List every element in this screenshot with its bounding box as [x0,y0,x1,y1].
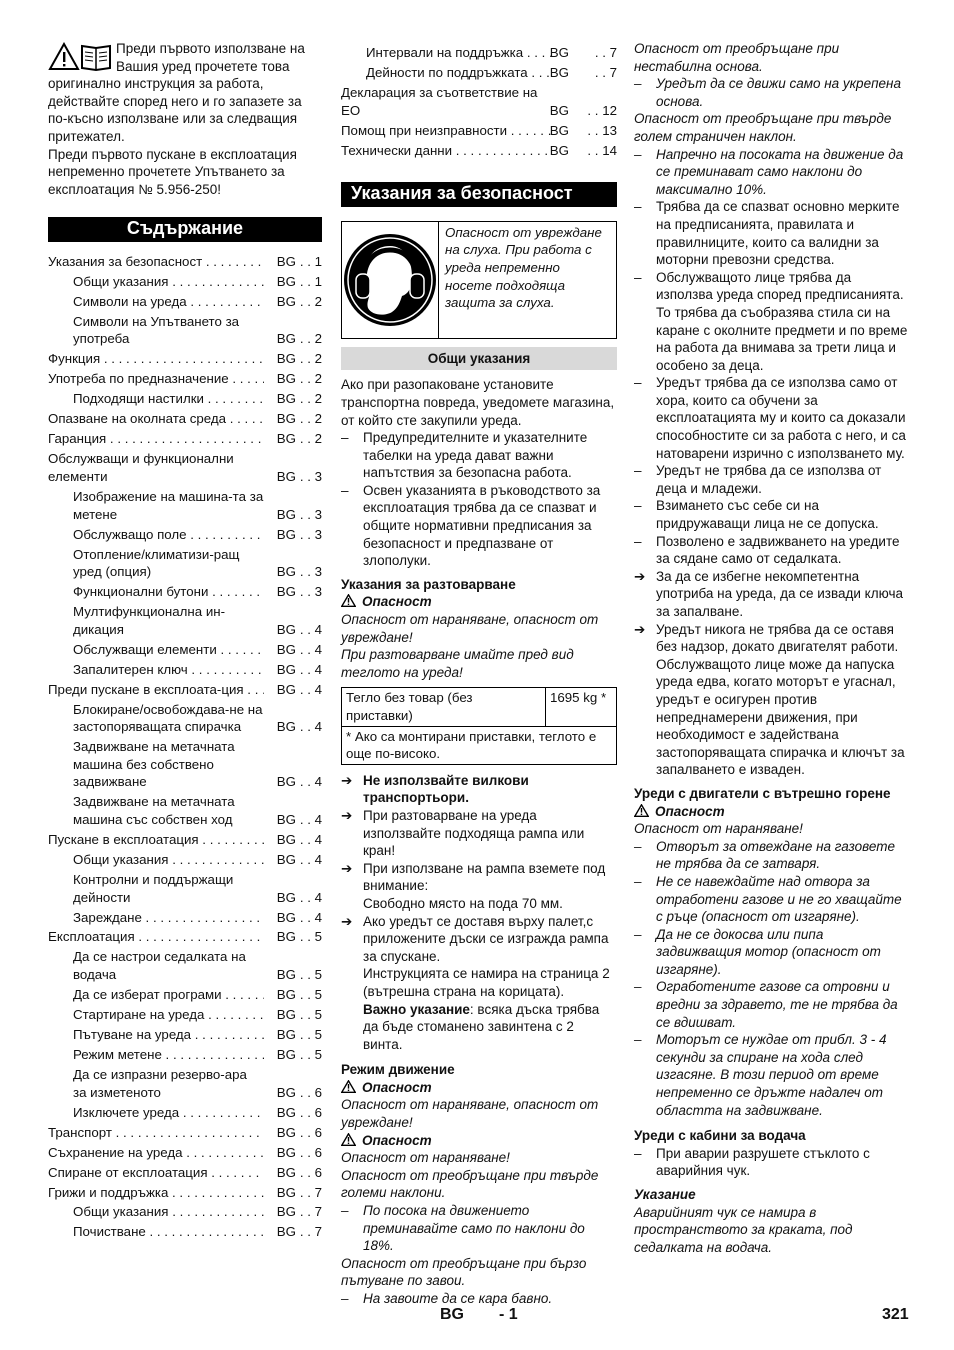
note-text: Аварийният чук се намира в пространството за краката, под седалката на водача. [634,1204,853,1255]
general-notes-heading: Общи указания [341,347,617,371]
weight-table [341,687,617,764]
toc-entry-lang: BG [549,142,569,158]
toc-entry-page: . . 2 [299,331,322,347]
toc-entry-label: Почистване . . . [73,1223,264,1241]
arrow-icon: ➔ [634,568,646,584]
unloading-heading: Указания за разтоварване [341,576,516,592]
toc-entry-lang: BG [276,1184,296,1200]
toc-entry[interactable] [48,738,322,791]
toc-entry-lang: BG [276,293,296,309]
toc-entry[interactable] [341,64,617,82]
toc-entry-page: . . 7 [594,64,617,80]
toc-entry-page: . . 5 [299,929,322,945]
toc-entry-lang: BG [276,681,296,697]
tipping-warning-1: Опасност от преобръщане при нестабилна основа. [634,41,840,74]
toc-entry[interactable] [48,526,322,544]
toc-entry-page: . . 12 [587,102,617,118]
toc-entry[interactable] [48,1223,322,1241]
list-item: – По посока на движението преминавайте само по наклони до 18%. [341,1202,617,1255]
toc-entry-lang: BG [276,468,296,484]
toc-entry-label: Общи указания . . . [73,1203,264,1221]
list-item: – При аварии разрушете стъклото с аварийния чук. [634,1145,910,1180]
toc-entry[interactable] [48,661,322,679]
toc-entry-page: . . 7 [299,1224,322,1240]
list-item: – Трябва да се спазват основно мерките на предписанията, правилата и правилниците, които са валидни за моторни превозни средства. [634,198,910,268]
list-item: – Да не се докосва или пипа задвижващия мотор (опасност от изгаряне). [634,926,910,979]
toc-entry[interactable] [48,253,322,271]
toc-entry-lang: BG [276,1144,296,1160]
toc-entry-label: Пътуване на уреда . . . [73,1026,264,1044]
toc-entry-lang: BG [276,1224,296,1240]
toc-entry-lang: BG [276,411,296,427]
toc-entry-label: Указания за безопасност . . . [48,253,264,271]
list-item: – Отворът за отвеждане на газовете не трябва да се затваря. [634,838,910,873]
warning-triangle-icon [634,804,649,817]
toc-entry-label: Да се изпразни резерво-ара за изметеното [73,1066,247,1100]
toc-entry-lang: BG [276,831,296,847]
toc-entry-page: . . 6 [299,1144,322,1160]
toc-entry-lang: BG [276,774,296,790]
arrow-icon: ➔ [634,621,646,637]
table-of-contents-continued [341,44,617,159]
toc-entry-label: Съхранение на уреда . . . [48,1144,264,1162]
toc-entry-page: . . 4 [299,719,322,735]
toc-entry-lang: BG [276,909,296,925]
toc-entry[interactable] [48,851,322,869]
toc-entry[interactable] [48,350,322,368]
toc-entry-page: . . 4 [299,774,322,790]
cab-heading: Уреди с кабини за водача [634,1128,806,1144]
safety-title: Указания за безопасност [341,182,617,207]
toc-entry-lang: BG [276,584,296,600]
toc-entry-label: Зареждане . . . [73,909,264,927]
toc-entry[interactable] [48,488,322,523]
toc-entry-page: . . 7 [594,45,617,60]
footer-page-local: - 1 [499,1306,518,1323]
arrow-icon: ➔ [341,913,353,929]
toc-entry[interactable] [48,450,322,485]
toc-entry[interactable] [48,313,322,348]
toc-entry[interactable] [48,641,322,659]
toc-entry-lang: BG [276,889,296,905]
toc-entry-page: . . 4 [299,909,322,925]
toc-entry-page: . . 7 [299,1204,322,1220]
intro-text-1: Преди първото използване на Вашия уред прочетете това оригинално инструкция за работа, действайте според него и го запазете за по-късно използване или за следващия притежател. [48,41,305,144]
column-middle [341,40,617,1308]
general-paragraph: Ако при разопаковане установите транспортна повреда, уведомете магазина, от който сте закупили уреда. [341,377,615,428]
toc-entry-page: . . 2 [299,371,322,387]
driving-warning-4: Опасност от преобръщане при бързо пътуване по завои. [341,1255,587,1289]
toc-entry[interactable] [48,793,322,828]
danger-label: Опасност [341,1079,617,1097]
toc-entry-label: Пускане в експлоатация . . . [48,831,264,849]
toc-entry[interactable] [48,546,322,581]
toc-entry-page: . . 14 [587,142,617,158]
toc-entry[interactable] [48,1124,322,1142]
toc-entry[interactable] [48,1046,322,1064]
toc-entry-lang: BG [549,102,569,118]
toc-entry-label: Експлоатация . . . [48,928,264,946]
toc-entry-label: Задвижване на метачната машина със собствен ход [73,794,235,827]
toc-entry-lang: BG [276,506,296,522]
toc-entry-lang: BG [276,564,296,580]
toc-entry-page: . . 7 [299,1184,322,1200]
toc-entry[interactable] [48,909,322,927]
weight-note: * Ако са монтирани приставки, теглото е още по-високо. [342,726,617,764]
toc-entry-label: Да се изберат програми . . . [73,986,264,1004]
toc-entry[interactable] [48,583,322,601]
toc-entry-page: . . 2 [299,411,322,427]
toc-entry-page: . . 5 [299,1047,322,1062]
toc-entry-label: Дейности по поддръжката . . . [366,64,551,82]
toc-entry-label: Блокиране/освобождава-не на застопоряващата спирачка [73,701,263,735]
toc-entry-page: . . 4 [299,851,322,867]
warning-manual-icon [48,42,112,72]
toc-entry-page: . . 3 [299,526,322,542]
toc-entry[interactable] [48,928,322,946]
arrow-icon: ➔ [341,860,353,876]
list-item: ➔ Ако уредът се доставя върху палет,с приложените дъски се изгражда рампа за спускане. Инструкцията се намира на страница 2 (вътрешна страна на корицата). Важно указание: всяка дъска трябва да бъде стоманено завинтена с 2 винта. [341,913,610,1052]
toc-entry-label: Мултифункционална ин-дикация [73,604,226,637]
toc-entry[interactable] [48,273,322,291]
toc-entry[interactable] [341,84,617,119]
toc-entry-label: Интервали на поддръжка . . . [366,44,551,62]
engine-heading: Уреди с двигатели с вътрешно горене [634,785,891,801]
toc-entry[interactable] [48,293,322,311]
toc-entry[interactable] [48,1006,322,1024]
toc-entry-lang: BG [276,331,296,347]
toc-entry-lang: BG [276,719,296,735]
toc-entry[interactable] [341,44,617,62]
toc-entry-lang: BG [276,967,296,983]
toc-entry-lang: BG [276,1124,296,1140]
toc-entry-lang: BG [276,987,296,1003]
warning-triangle-icon [341,1133,356,1146]
toc-entry-lang: BG [276,1007,296,1023]
list-item: – Обслужващото лице трябва да използва уреда според предписанията. То трябва да съобразява стила си на каране с околните предмети и по време на работа да внимава за трети лица и особено за деца. [634,269,910,375]
toc-entry-label: Помощ при неизправности . . . [341,122,551,140]
toc-entry-label: Да се настрои седалката на водача [73,949,246,983]
toc-entry[interactable] [48,390,322,408]
toc-entry[interactable] [48,603,322,638]
toc-entry-lang: BG [276,1104,296,1120]
toc-entry-label: Грижи и поддръжка . . . [48,1184,264,1202]
toc-entry-lang: BG [549,45,569,60]
toc-entry-page: . . 5 [299,1027,322,1043]
toc-entry-page: . . 4 [299,641,322,657]
hearing-warning-box [341,221,617,339]
driving-warning-3: Опасност от преобръщане при твърде големи наклони. [341,1167,599,1201]
toc-entry-label: Задвижване на метачната машина без собствено задвижване [73,739,235,790]
warning-triangle-icon [341,594,356,607]
toc-entry[interactable] [48,370,322,388]
toc-entry[interactable] [48,430,322,448]
driving-warning-2: Опасност от нараняване! [341,1150,510,1166]
list-item: ➔ При разтоварване на уреда използвайте подходяща рампа или кран! [341,807,585,859]
toc-entry-label: Символи на Упътването за употреба [73,313,240,347]
toc-entry-page: . . 6 [299,1124,322,1140]
toc-entry[interactable] [48,1144,322,1162]
column-right [634,40,910,1256]
list-item: – На завоите да се кара бавно. [341,1290,617,1308]
toc-entry[interactable] [48,1184,322,1202]
table-of-contents [48,253,322,1241]
toc-entry-label: Изключете уреда . . . [73,1104,264,1122]
list-item: – Предупредителните и указателните табелки на уреда дават важни напътствия за безопасна работа. [341,429,617,482]
footer-lang: BG [440,1306,464,1323]
toc-entry-lang: BG [276,1084,296,1100]
toc-title: Съдържание [48,217,322,242]
toc-entry-lang: BG [276,1164,296,1180]
toc-entry-label: Контролни и поддържащи дейности [73,871,234,905]
toc-entry-lang: BG [549,64,569,80]
toc-entry-page: . . 4 [299,889,322,905]
warning-triangle-icon [341,1080,356,1093]
danger-label: Опасност [634,803,910,821]
toc-entry-label: Гаранция . . . [48,430,264,448]
toc-entry[interactable] [341,122,617,140]
toc-entry-label: Отопление/климатизи-ращ уред (опция) [73,546,240,580]
toc-entry-lang: BG [276,391,296,407]
list-item: – Напречно на посоката на движение да се преминават само наклони до максимално 10%. [634,146,910,199]
toc-entry-lang: BG [276,273,296,289]
toc-entry[interactable] [341,142,617,160]
toc-entry-page: . . 2 [299,431,322,447]
toc-entry[interactable] [48,1104,322,1122]
toc-entry-label: Технически данни . . . [341,142,551,160]
ear-protection-icon [342,222,439,338]
list-item: – Уредът трябва да се използва само от хора, които са обучени за експлоатацията му и които са доказали способностите си за работа с него, и са натоварени изрично с използването му. [634,374,910,462]
toc-entry-page: . . 4 [299,621,322,637]
toc-entry-lang: BG [276,1047,296,1062]
toc-entry-label: Стартиране на уреда . . . [73,1006,264,1024]
toc-entry-lang: BG [276,661,296,677]
toc-entry-lang: BG [276,811,296,827]
toc-entry-label: Обслужващо поле . . . [73,526,264,544]
toc-entry-lang: BG [276,253,296,269]
toc-entry-lang: BG [276,371,296,387]
list-item: ➔ Не използвайте вилкови транспортьори. [341,772,529,806]
toc-entry-page: . . 1 [299,253,322,269]
weight-label: Тегло без товар (без приставки) [342,688,546,726]
driving-heading: Режим движение [341,1062,455,1078]
toc-entry-page: . . 3 [299,468,322,484]
list-item: ➔ Уредът никога не трябва да се оставя без надзор, докато двигателят работи. Обслужващото лице може да напуска уреда едва, когато моторът е угаснал, уредът е осигурен против непреднамерени движения, при необходимост е задействана застопоряващата спирачка и ключът за запалването е изваден. [634,621,905,778]
toc-entry-label: Декларация за съответствие на ЕО [341,84,538,118]
toc-entry-page: . . 5 [299,987,322,1003]
toc-entry[interactable] [48,1203,322,1221]
list-item: – Уредът да се движи само на укрепена основа. [634,75,910,110]
toc-entry-page: . . 6 [299,1104,322,1120]
toc-entry-page: . . 6 [299,1084,322,1100]
toc-entry[interactable] [48,1066,322,1101]
toc-entry[interactable] [48,681,322,699]
hearing-warning-text: Опасност от увреждане на слуха. При работа с уреда непременно носете подходяща защита за слуха. [445,224,602,311]
toc-entry[interactable] [48,1164,322,1182]
toc-entry[interactable] [48,986,322,1004]
note-label: Указание [634,1187,696,1202]
toc-entry[interactable] [48,410,322,428]
toc-entry-page: . . 5 [299,967,322,983]
unloading-warning-2: При разтоварване имайте пред вид теглото на уреда! [341,647,574,680]
toc-entry-page: . . 4 [299,811,322,827]
list-item: – Освен указанията в ръководството за експлоатация трябва да се спазват и общите нормативни предписания за безопасност и предпазване от злополуки. [341,482,617,570]
toc-entry[interactable] [48,1026,322,1044]
arrow-icon: ➔ [341,807,353,823]
weight-value: 1695 kg * [546,688,617,726]
toc-entry-label: Символи на уреда . . . [73,293,264,311]
list-item: – Позволено е задвижването на уредите за сядане само от седалката. [634,533,910,568]
toc-entry-page: . . 3 [299,564,322,580]
toc-entry-label: Подходящи настилки . . . [73,390,264,408]
toc-entry-lang: BG [276,526,296,542]
toc-entry[interactable] [48,948,322,983]
list-item: – Моторът се нуждае от прибл. 3 - 4 секунди за спиране на хода след изгасяне. В този период от време непременно се дръжте надалеч от областта на задвижване. [634,1031,910,1119]
toc-entry-page: . . 4 [299,831,322,847]
toc-entry-label: Опазване на околната среда . . . [48,410,264,428]
arrow-icon: ➔ [341,772,353,788]
toc-entry-lang: BG [276,431,296,447]
toc-entry[interactable] [48,831,322,849]
toc-entry-page: . . 1 [299,273,322,289]
list-item: – Уредът не трябва да се използва от деца и младежи. [634,462,910,497]
intro [48,40,322,198]
toc-entry-lang: BG [276,1204,296,1220]
toc-entry[interactable] [48,701,322,736]
intro-text-2: Преди първото пускане в експлоатация непременно прочетете Упътването за експлоатация № 5.956-250! [48,146,297,197]
toc-entry-label: Спиране от експлоатация . . . [48,1164,264,1182]
toc-entry-label: Запалитерен ключ . . . [73,661,264,679]
engine-warning: Опасност от нараняване! [634,821,803,837]
list-item: ➔ При използване на рампа вземете под внимание: Свободно място на пода 70 мм. [341,860,606,911]
danger-label: Опасност [341,1132,617,1150]
toc-entry-label: Общи указания . . . [73,273,264,291]
toc-entry-page: . . 13 [587,122,617,138]
tipping-warning-2: Опасност от преобръщане при твърде голем страничен наклон. [634,111,892,144]
danger-label: Опасност [341,593,617,611]
toc-entry-page: . . 2 [299,293,322,309]
driving-warning-1: Опасност от нараняване, опасност от увреждане! [341,1097,599,1131]
toc-entry-label: Функционални бутони . . . [73,583,264,601]
toc-entry-label: Режим метене . . . [73,1046,264,1064]
toc-entry-lang: BG [276,929,296,945]
toc-entry-label: Употреба по предназначение . . . [48,370,264,388]
toc-entry-label: Функция . . . [48,350,264,368]
toc-entry-label: Обслужващи и функционални елементи [48,451,234,484]
toc-entry-lang: BG [276,1027,296,1043]
toc-entry-page: . . 4 [299,681,322,697]
toc-entry-lang: BG [276,621,296,637]
toc-entry-label: Транспорт . . . [48,1124,264,1142]
toc-entry-page: . . 6 [299,1164,322,1180]
footer-page-number: 321 [882,1306,909,1323]
toc-entry-label: Преди пускане в експлоата-ция . . . [48,681,264,699]
toc-entry-page: . . 4 [299,661,322,677]
column-left [48,40,322,1243]
toc-entry-lang: BG [276,851,296,867]
list-item: – Взимането със себе си на придружаващи лица не се допуска. [634,497,910,532]
toc-entry-label: Обслужващи елементи . . . [73,641,264,659]
toc-entry-page: . . 5 [299,1007,322,1023]
unloading-warning-1: Опасност от нараняване, опасност от увреждане! [341,612,599,645]
toc-entry-label: Изображение на машина-та за метене [73,488,264,522]
toc-entry[interactable] [48,871,322,906]
toc-entry-page: . . 3 [299,584,322,600]
toc-entry-page: . . 2 [299,391,322,407]
list-item: ➔ За да се избегне некомпетентна употриба на уреда, да се извади ключа за запалване. [634,568,903,619]
list-item: – Не се навеждайте над отвора за отработени газове и не го хващайте с ръце (опасност от изгаряне). [634,873,910,926]
toc-entry-page: . . 3 [299,506,322,522]
toc-entry-page: . . 2 [299,351,322,367]
toc-entry-lang: BG [276,351,296,367]
toc-entry-label: Общи указания . . . [73,851,264,869]
toc-entry-lang: BG [276,641,296,657]
toc-entry-lang: BG [549,122,569,138]
list-item: – Огработените газове са отровни и вредни за здравето, те не трябва да се вдишват. [634,978,910,1031]
